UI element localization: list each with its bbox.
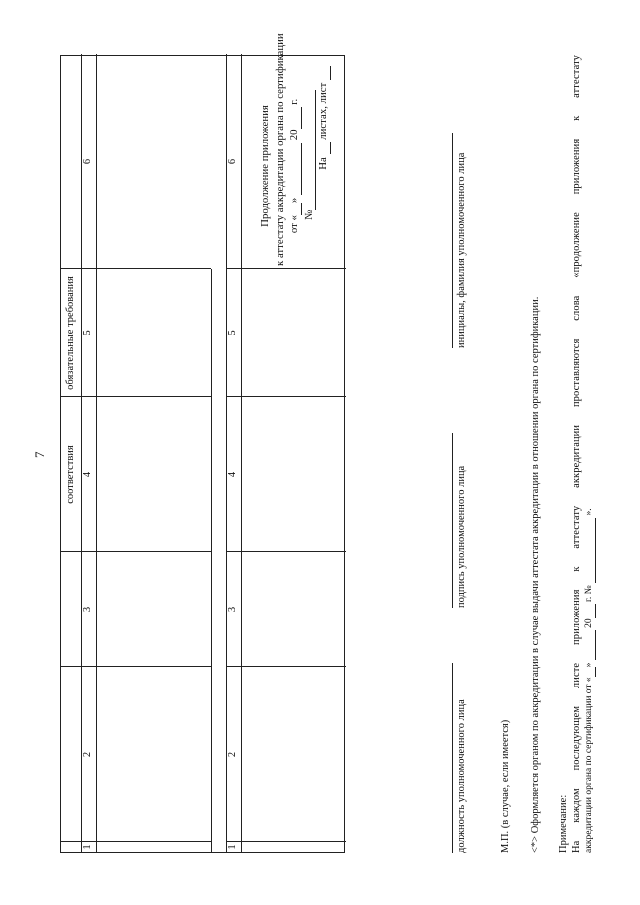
block-separator-line — [211, 269, 212, 852]
continuation-number-line — [302, 66, 317, 266]
page-number: 7 — [32, 451, 47, 458]
signature-line — [452, 433, 453, 608]
name-line — [452, 133, 453, 348]
position-label: должность уполномоченного лица — [456, 698, 467, 853]
sheet-blank — [320, 66, 331, 80]
continuation-sheets-line — [316, 66, 331, 266]
col-line — [226, 268, 346, 269]
note-heading: Примечание: — [558, 794, 569, 853]
month-blank — [585, 630, 596, 660]
sheets-blank — [320, 142, 331, 154]
column-number: 5 — [227, 329, 238, 336]
continuation-subtitle: к аттестату аккредитации органа по сертификации — [273, 32, 286, 266]
stamp-label: М.П. (в случае, если имеется) — [500, 719, 511, 853]
year-blank — [585, 604, 596, 618]
signature-label: подпись уполномоченного лица — [456, 465, 467, 608]
rotated-page — [20, 32, 620, 868]
note-text: На каждом последующем листе приложения к аттестату аккредитации проставляются слова «продолжение приложения к аттестату — [571, 54, 582, 853]
column-number: 6 — [82, 158, 93, 164]
column-number: 4 — [82, 471, 93, 477]
tail-part: » — [584, 662, 594, 667]
header-conformity: соответствия — [65, 444, 76, 504]
col-line — [226, 666, 346, 667]
year-prefix: 20 — [288, 128, 300, 140]
year-suffix: г. — [288, 98, 300, 105]
continuation-title: Продолжение приложения — [259, 104, 271, 227]
col-line — [226, 396, 346, 397]
date-open-quote: от « — [288, 214, 300, 233]
col-line — [226, 841, 346, 842]
note-tail — [583, 55, 596, 853]
sheets-prefix: На — [317, 156, 329, 170]
column-number: 5 — [82, 329, 93, 336]
tail-part: аккредитации органа по сертификации от « — [584, 676, 594, 853]
column-number: 4 — [227, 471, 238, 477]
day-blank — [585, 667, 596, 677]
continuation-date-line — [287, 66, 302, 266]
note-block — [557, 55, 596, 853]
sheets-label: листах, лист — [317, 82, 329, 140]
year-blank — [291, 107, 302, 129]
column-number: 6 — [227, 158, 238, 164]
column-number: 1 — [227, 843, 238, 850]
tail-part: 20 — [584, 617, 594, 628]
tail-part: г. № — [584, 584, 594, 602]
number-blank — [305, 89, 316, 209]
col-line — [226, 551, 346, 552]
column-number: 3 — [227, 606, 238, 612]
column-number: 2 — [227, 751, 238, 757]
number-row-line — [241, 54, 242, 852]
column-number: 2 — [82, 751, 93, 757]
number-blank — [585, 517, 596, 582]
continuation-block — [258, 32, 331, 266]
date-close-quote: » — [288, 197, 300, 203]
column-number: 1 — [82, 843, 93, 850]
month-blank — [291, 142, 302, 194]
position-line — [452, 663, 453, 853]
tail-part: ». — [584, 507, 594, 516]
number-sign: № — [302, 209, 315, 220]
column-number: 3 — [82, 606, 93, 612]
day-blank — [291, 203, 302, 215]
number-row-line — [96, 54, 97, 852]
footnote: <*> Оформляется органом по аккредитации в случае выдачи аттестата аккредитации в отношении органа по сертификации. — [530, 296, 541, 853]
name-label: инициалы, фамилия уполномоченного лица — [456, 152, 467, 348]
header-mandatory-requirements: обязательные требования — [65, 275, 76, 390]
